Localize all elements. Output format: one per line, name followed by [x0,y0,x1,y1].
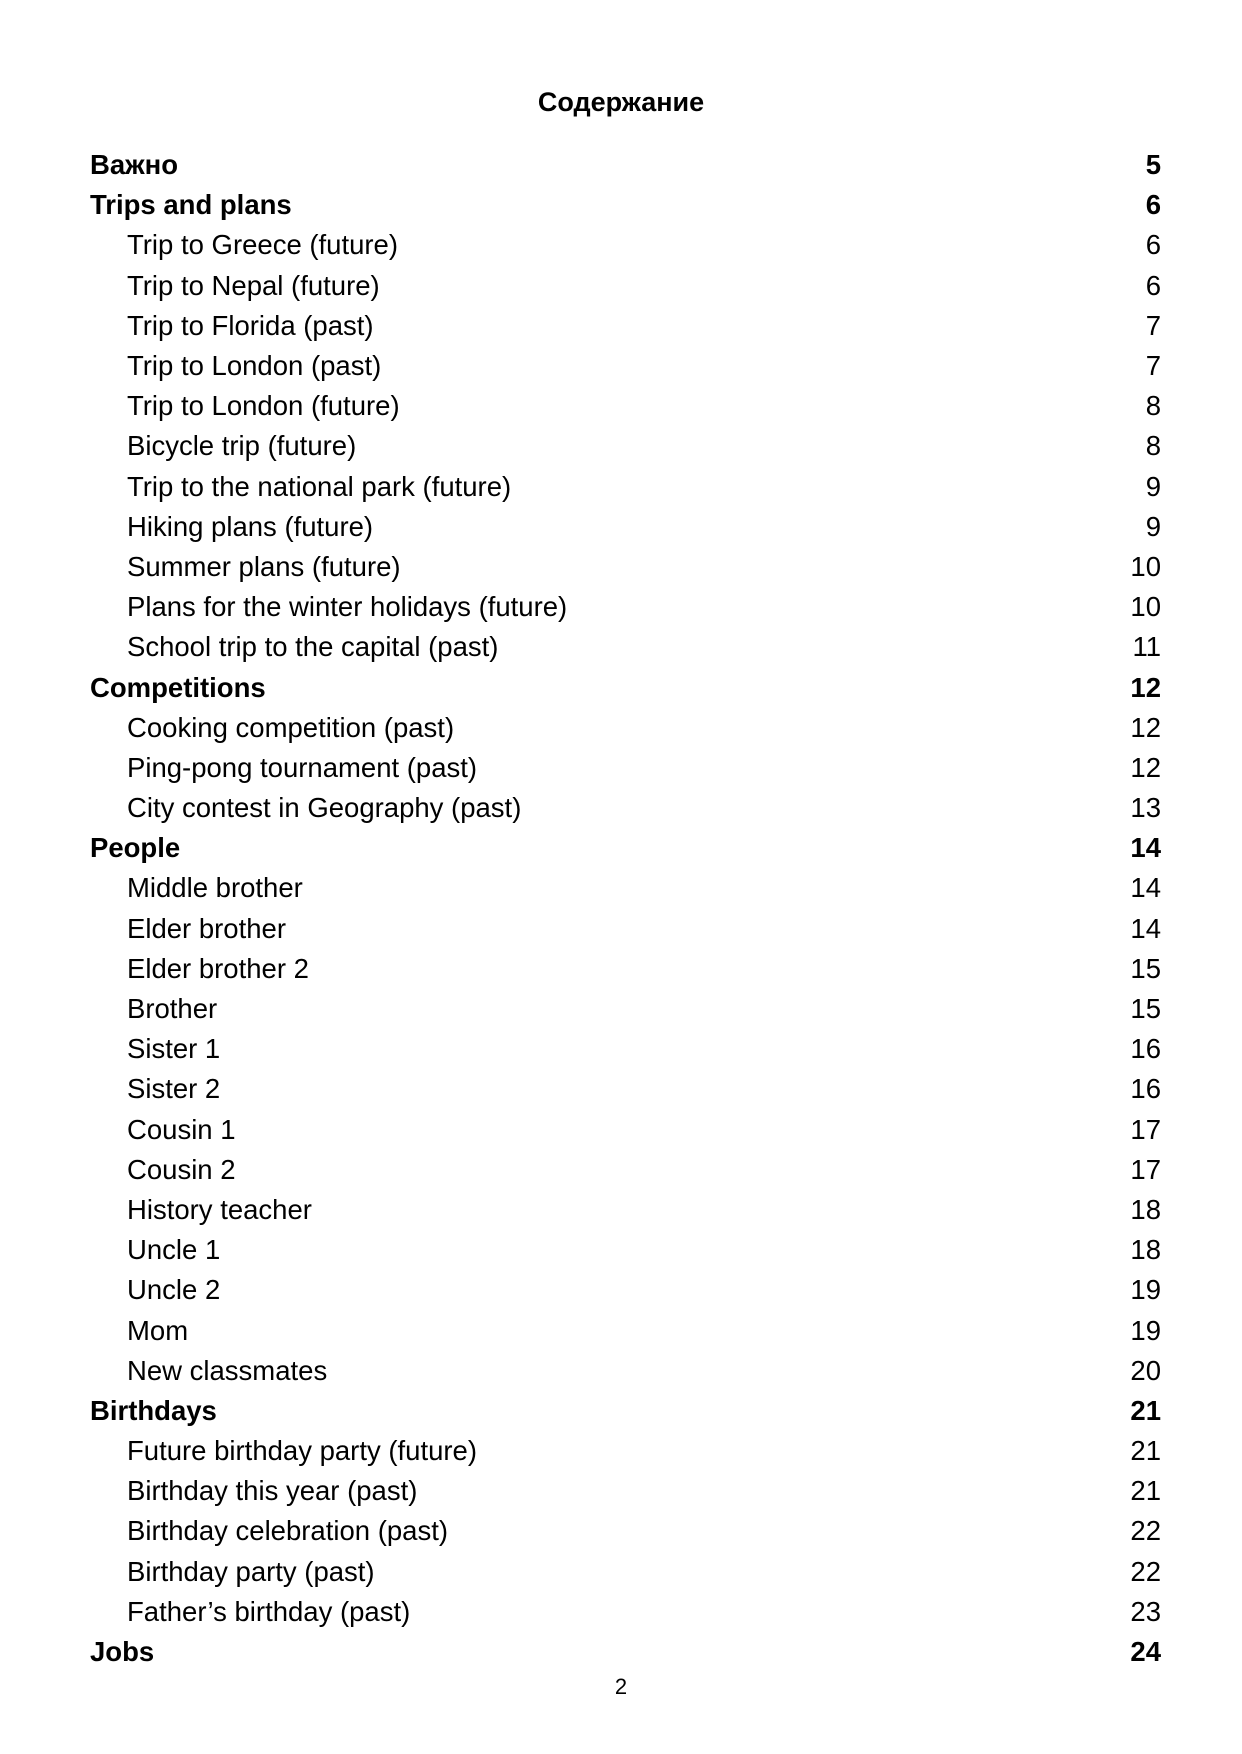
toc-entry-label: School trip to the capital (past) [127,631,499,663]
toc-entry-label: Trips and plans [90,189,292,221]
toc-entry-page: 12 [1130,751,1161,783]
toc-section-row[interactable] [90,1391,1161,1431]
toc-entry-page: 15 [1130,993,1161,1025]
toc-entry-row[interactable] [90,426,1161,466]
toc-entry-label: Trip to London (past) [127,350,382,382]
toc-entry-row[interactable] [90,949,1161,989]
toc-entry-row[interactable] [90,1511,1161,1551]
toc-entry-label: Важно [90,149,179,181]
toc-entry-label: Birthday party (past) [127,1555,375,1587]
toc-entry-label: Elder brother 2 [127,952,309,984]
toc-entry-page: 20 [1130,1354,1161,1386]
toc-entry-label: Ping-pong tournament (past) [127,751,478,783]
toc-entry-label: Sister 2 [127,1073,221,1105]
toc-entry-page: 11 [1132,631,1161,663]
toc-entry-label: Trip to the national park (future) [127,470,512,502]
toc-entry-label: Competitions [90,671,266,703]
toc-entry-label: Brother [127,993,218,1025]
toc-entry-page: 14 [1130,832,1161,864]
toc-entry-label: Summer plans (future) [127,550,401,582]
toc-entry-page: 18 [1130,1193,1161,1225]
toc-entry-page: 10 [1130,591,1161,623]
toc-entry-row[interactable] [90,1310,1161,1350]
toc-entry-row[interactable] [90,467,1161,507]
toc-entry-row[interactable] [90,1592,1161,1632]
toc-entry-label: Plans for the winter holidays (future) [127,591,568,623]
toc-section-row[interactable] [90,185,1161,225]
toc-entry-page: 19 [1130,1274,1161,1306]
toc-section-row[interactable] [90,828,1161,868]
toc-entry-page: 22 [1130,1555,1161,1587]
toc-entry-row[interactable] [90,547,1161,587]
toc-entry-label: Birthdays [90,1394,217,1426]
toc-entry-label: Birthday this year (past) [127,1475,418,1507]
toc-entry-label: Hiking plans (future) [127,510,374,542]
toc-entry-row[interactable] [90,346,1161,386]
page-title: Содержание [537,87,705,117]
toc-entry-row[interactable] [90,306,1161,346]
toc-entry-page: 5 [1145,149,1161,181]
toc-entry-row[interactable] [90,266,1161,306]
toc-entry-row[interactable] [90,748,1161,788]
toc-entry-row[interactable] [90,1270,1161,1310]
toc-entry-page: 23 [1130,1595,1161,1627]
toc-entry-page: 17 [1130,1153,1161,1185]
toc-entry-label: History teacher [127,1193,312,1225]
toc-entry-row[interactable] [90,225,1161,265]
toc-entry-page: 10 [1130,550,1161,582]
toc-entry-row[interactable] [90,1552,1161,1592]
toc-entry-page: 18 [1130,1234,1161,1266]
toc-entry-label: Future birthday party (future) [127,1435,478,1467]
toc-entry-page: 8 [1145,430,1161,462]
toc-entry-row[interactable] [90,1029,1161,1069]
toc-entry-label: Birthday celebration (past) [127,1515,448,1547]
toc-entry-page: 21 [1130,1435,1161,1467]
toc-entry-row[interactable] [90,708,1161,748]
toc-entry-label: Sister 1 [127,1033,221,1065]
toc-entry-row[interactable] [90,1069,1161,1109]
toc-entry-page: 24 [1130,1636,1161,1668]
toc-entry-page: 22 [1130,1515,1161,1547]
toc-entry-row[interactable] [90,1110,1161,1150]
toc-entry-label: Trip to London (future) [127,390,400,422]
toc-entry-page: 21 [1130,1475,1161,1507]
toc-entry-label: Trip to Florida (past) [127,309,374,341]
toc-entry-label: City contest in Geography (past) [127,792,522,824]
toc-entry-row[interactable] [90,1431,1161,1471]
toc-entry-row[interactable] [90,386,1161,426]
toc-entry-row[interactable] [90,909,1161,949]
toc-entry-label: Father’s birthday (past) [127,1595,411,1627]
toc-entry-page: 6 [1145,269,1161,301]
toc-section-row[interactable] [90,667,1161,707]
toc-entry-page: 15 [1130,952,1161,984]
toc-entry-label: Trip to Greece (future) [127,229,399,261]
toc-entry-row[interactable] [90,868,1161,908]
toc-entry-page: 16 [1130,1073,1161,1105]
toc-entry-label: Bicycle trip (future) [127,430,357,462]
toc-section-row[interactable] [90,145,1161,185]
toc-entry-label: Cousin 1 [127,1113,236,1145]
toc-entry-label: Elder brother [127,912,286,944]
toc-entry-page: 12 [1130,671,1161,703]
toc-entry-label: Trip to Nepal (future) [127,269,380,301]
toc-entry-label: Jobs [90,1636,155,1668]
toc-entry-page: 14 [1130,872,1161,904]
table-of-contents [90,145,1161,1672]
toc-entry-label: New classmates [127,1354,328,1386]
page-number: 2 [614,1674,628,1699]
toc-entry-page: 19 [1130,1314,1161,1346]
toc-entry-page: 9 [1145,510,1161,542]
toc-entry-page: 14 [1130,912,1161,944]
toc-entry-label: Middle brother [127,872,303,904]
toc-entry-row[interactable] [90,989,1161,1029]
toc-entry-row[interactable] [90,1351,1161,1391]
toc-entry-page: 7 [1145,350,1161,382]
toc-entry-row[interactable] [90,587,1161,627]
toc-entry-label: People [90,832,181,864]
toc-entry-page: 8 [1145,390,1161,422]
toc-entry-row[interactable] [90,627,1161,667]
toc-entry-row[interactable] [90,1190,1161,1230]
toc-section-row[interactable] [90,1632,1161,1672]
toc-entry-row[interactable] [90,1230,1161,1270]
toc-entry-page: 17 [1130,1113,1161,1145]
toc-entry-page: 16 [1130,1033,1161,1065]
toc-entry-page: 13 [1130,792,1161,824]
toc-entry-page: 12 [1130,711,1161,743]
toc-entry-page: 6 [1145,229,1161,261]
toc-entry-row[interactable] [90,1471,1161,1511]
toc-entry-label: Uncle 1 [127,1234,221,1266]
toc-entry-row[interactable] [90,788,1161,828]
toc-entry-page: 9 [1145,470,1161,502]
toc-entry-label: Cousin 2 [127,1153,236,1185]
toc-entry-page: 21 [1130,1394,1161,1426]
toc-entry-row[interactable] [90,507,1161,547]
toc-entry-label: Mom [127,1314,189,1346]
toc-entry-row[interactable] [90,1150,1161,1190]
toc-entry-page: 6 [1145,189,1161,221]
toc-entry-page: 7 [1145,309,1161,341]
toc-entry-label: Cooking competition (past) [127,711,455,743]
toc-entry-label: Uncle 2 [127,1274,221,1306]
